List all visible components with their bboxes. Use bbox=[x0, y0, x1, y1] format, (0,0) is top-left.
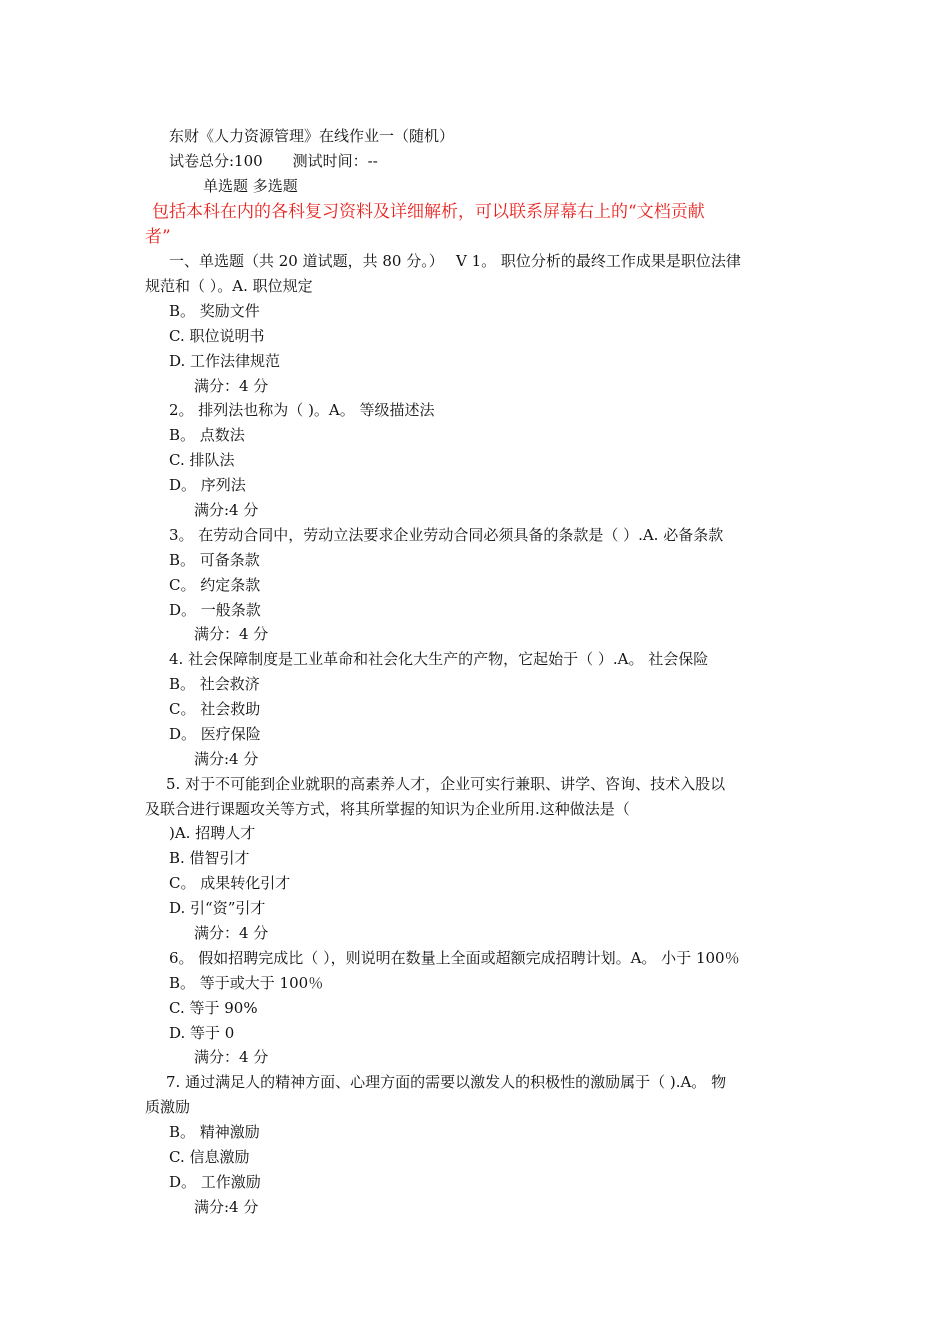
question-stem: 4. 社会保障制度是工业革命和社会化大生产的产物，它起始于（ ）.A。 社会保险 bbox=[169, 650, 709, 668]
option-b: B。 等于或大于 100％ bbox=[169, 974, 324, 992]
option-b: B。 奖励文件 bbox=[169, 302, 260, 320]
option-c: C. 排队法 bbox=[169, 451, 235, 469]
question-stem: 规范和（ ）。A. 职位规定 bbox=[145, 277, 313, 295]
score-line: 满分:4 分 bbox=[194, 501, 259, 519]
option-d: D。 序列法 bbox=[169, 476, 246, 494]
document-title: 东财《人力资源管理》在线作业一（随机） bbox=[169, 127, 455, 145]
option-c: C. 信息激励 bbox=[169, 1148, 250, 1166]
option-c: C。 社会救助 bbox=[169, 700, 261, 718]
option-c: C. 职位说明书 bbox=[169, 327, 265, 345]
score-line: 满分：4 分 bbox=[194, 1048, 269, 1066]
option-c: C. 等于 90% bbox=[169, 999, 258, 1017]
section-intro: 一、单选题（共 20 道试题，共 80 分。） V 1。 职位分析的最终工作成果是职位法律 bbox=[169, 252, 741, 270]
score-line: 满分:4 分 bbox=[194, 750, 259, 768]
score-line: 满分:4 分 bbox=[194, 1198, 259, 1216]
question-stem-continued: )A. 招聘人才 bbox=[169, 824, 256, 842]
option-b: B。 点数法 bbox=[169, 426, 245, 444]
option-c: C。 成果转化引才 bbox=[169, 874, 291, 892]
option-b: B。 社会救济 bbox=[169, 675, 260, 693]
score-line: 满分：4 分 bbox=[194, 924, 269, 942]
score-line: 满分：4 分 bbox=[194, 625, 269, 643]
option-d: D。 工作激励 bbox=[169, 1173, 261, 1191]
question-stem-continued: 质激励 bbox=[145, 1098, 191, 1116]
question-stem: 2。 排列法也称为（ )。A。 等级描述法 bbox=[169, 401, 435, 419]
question-stem: 3。 在劳动合同中，劳动立法要求企业劳动合同必须具备的条款是（ ）.A. 必备条款 bbox=[169, 526, 724, 544]
question-stem-continued: 及联合进行课题攻关等方式，将其所掌握的知识为企业所用.这种做法是（ bbox=[145, 800, 630, 818]
option-b: B。 可备条款 bbox=[169, 551, 260, 569]
option-b: B。 精神激励 bbox=[169, 1123, 260, 1141]
option-d: D。 一般条款 bbox=[169, 601, 261, 619]
option-c: C。 约定条款 bbox=[169, 576, 261, 594]
option-d: D. 工作法律规范 bbox=[169, 352, 281, 370]
notice-line-2: 者” bbox=[145, 227, 171, 247]
question-stem: 5. 对于不可能到企业就职的高素养人才，企业可实行兼职、讲学、咨询、技术入股以 bbox=[166, 775, 726, 793]
option-d: D. 引“资”引才 bbox=[169, 899, 266, 917]
notice-line-1: 包括本科在内的各科复习资料及详细解析，可以联系屏幕右上的“文档贡献 bbox=[152, 202, 705, 222]
option-d: D. 等于 0 bbox=[169, 1024, 235, 1042]
question-type-tabs: 单选题 多选题 bbox=[203, 177, 298, 195]
option-d: D。 医疗保险 bbox=[169, 725, 261, 743]
score-line: 满分：4 分 bbox=[194, 377, 269, 395]
question-stem: 6。 假如招聘完成比（ ），则说明在数量上全面或超额完成招聘计划。A。 小于 100％ bbox=[169, 949, 740, 967]
option-b: B. 借智引才 bbox=[169, 849, 250, 867]
exam-meta: 试卷总分:100 测试时间：-- bbox=[169, 152, 378, 170]
question-stem: 7. 通过满足人的精神方面、心理方面的需要以激发人的积极性的激励属于（ ).A。 物 bbox=[166, 1073, 727, 1091]
